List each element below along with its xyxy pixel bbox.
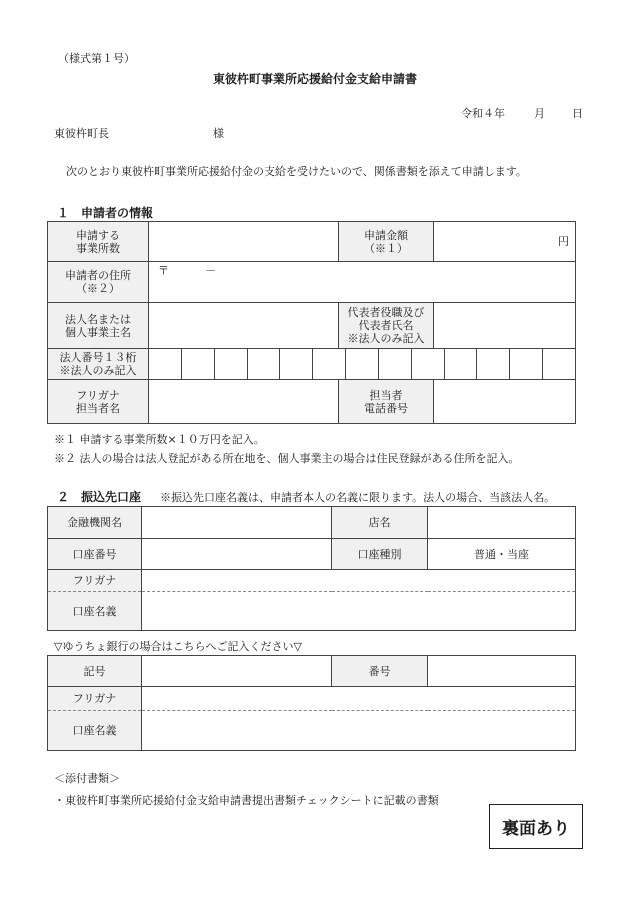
phone-field[interactable] [434, 380, 576, 424]
corp-name-label: 法人名または 個人事業主名 [48, 303, 149, 349]
branch-label: 店名 [332, 507, 428, 539]
corp-number-digit[interactable] [312, 349, 345, 379]
bank-label: 金融機関名 [48, 507, 142, 539]
addressee-honorific: 様 [213, 127, 224, 140]
rep-name-field[interactable] [434, 303, 576, 349]
addressee-name: 東彼杵町長 [54, 127, 109, 140]
rep-name-label: 代表者役職及び 代表者氏名 ※法人のみ記入 [339, 303, 434, 349]
account-furigana-field[interactable] [142, 570, 576, 592]
account-type-field[interactable]: 普通・当座 [428, 539, 576, 570]
note-1: ※１ 申請する事業所数×１０万円を記入。 [54, 433, 265, 446]
page-title: 東彼杵町事業所応援給付金支給申請書 [212, 72, 417, 86]
yucho-symbol-label: 記号 [48, 656, 142, 687]
address-label: 申請者の住所 （※２） [48, 262, 149, 303]
yucho-number-field[interactable] [428, 656, 576, 687]
corp-number-digit[interactable] [345, 349, 378, 379]
yucho-furigana-label: フリガナ [48, 687, 142, 711]
date-day: 日 [572, 107, 583, 120]
amount-unit: 円 [558, 235, 569, 248]
address-field[interactable] [149, 262, 576, 303]
corp-number-digit[interactable] [214, 349, 247, 379]
form-number: （様式第１号） [58, 52, 135, 65]
corp-number-digit[interactable] [181, 349, 214, 379]
corp-number-label: 法人番号１３桁 ※法人のみ記入 [48, 349, 149, 380]
corp-number-digit[interactable] [476, 349, 509, 379]
postal-mark: 〒 [158, 264, 169, 277]
corp-number-digit[interactable] [149, 349, 181, 379]
account-furigana-label: フリガナ [48, 570, 142, 592]
yucho-account-name-field[interactable] [142, 711, 576, 751]
attachments-heading: ＜添付書類＞ [54, 772, 120, 785]
date-era: 令和４年 [461, 107, 505, 120]
yucho-furigana-field[interactable] [142, 687, 576, 711]
account-name-label: 口座名義 [48, 592, 142, 631]
postal-dash: － [205, 264, 216, 277]
bank-account-table [47, 506, 576, 631]
intro-text: 次のとおり東彼杵町事業所応援給付金の支給を受けたいので、関係書類を添えて申請します。 [66, 165, 527, 178]
section1-heading: １ 申請者の情報 [57, 206, 154, 220]
account-name-field[interactable] [142, 592, 576, 631]
account-number-field[interactable] [142, 539, 332, 570]
contact-name-field[interactable] [149, 380, 339, 424]
corp-name-field[interactable] [149, 303, 339, 349]
yucho-number-label: 番号 [332, 656, 428, 687]
corp-number-field [149, 349, 576, 380]
phone-label: 担当者 電話番号 [339, 380, 434, 424]
contact-name-label: フリガナ 担当者名 [48, 380, 149, 424]
yucho-symbol-field[interactable] [142, 656, 332, 687]
corp-number-digit[interactable] [444, 349, 477, 379]
yucho-heading: ▽ゆうちょ銀行の場合はこちらへご記入ください▽ [54, 640, 302, 653]
offices-label: 申請する 事業所数 [48, 222, 149, 262]
account-number-label: 口座番号 [48, 539, 142, 570]
corp-number-digit[interactable] [509, 349, 542, 379]
offices-field[interactable] [149, 222, 339, 262]
attachments-item: ・東彼杵町事業所応援給付金支給申請書提出書類チェックシートに記載の書類 [54, 794, 439, 807]
applicant-info-table [47, 221, 576, 424]
corp-number-digit[interactable] [411, 349, 444, 379]
amount-label: 申請金額 （※１） [339, 222, 434, 262]
section2-heading: ２ 振込先口座 [57, 490, 142, 504]
yucho-table [47, 655, 576, 751]
corp-number-digit[interactable] [542, 349, 575, 379]
note-2: ※２ 法人の場合は法人登記がある所在地を、個人事業主の場合は住民登録がある住所を記入。 [54, 452, 520, 465]
bank-field[interactable] [142, 507, 332, 539]
amount-field[interactable] [434, 222, 576, 262]
section2-note: ※振込先口座名義は、申請者本人の名義に限ります。法人の場合、当該法人名。 [160, 491, 556, 504]
account-type-label: 口座種別 [332, 539, 428, 570]
yucho-account-name-label: 口座名義 [48, 711, 142, 751]
back-side-badge: 裏面あり [489, 804, 583, 849]
corp-number-digit[interactable] [247, 349, 280, 379]
corp-number-digit[interactable] [279, 349, 312, 379]
corp-number-digit[interactable] [378, 349, 411, 379]
date-month: 月 [534, 107, 545, 120]
branch-field[interactable] [428, 507, 576, 539]
